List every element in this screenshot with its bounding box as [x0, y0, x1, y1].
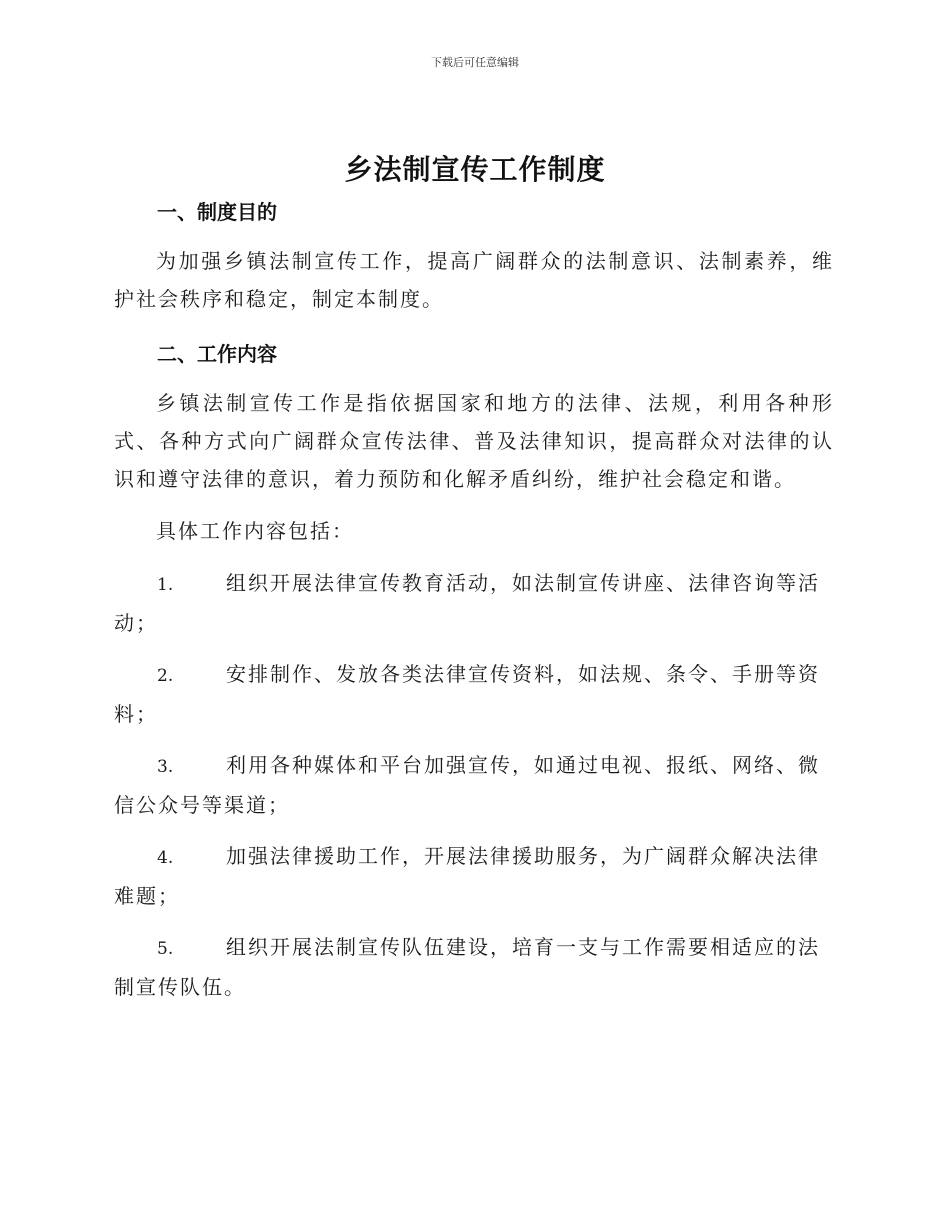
list-item — [114, 655, 834, 733]
list-item-number: 3. — [157, 757, 174, 777]
list-item — [114, 564, 834, 642]
header-note: 下载后可任意编辑 — [431, 56, 519, 69]
document-title: 乡法制宣传工作制度 — [344, 153, 606, 186]
list-item-number: 2. — [157, 666, 174, 686]
list-item-text: 利用各种媒体和平台加强宣传，如通过电视、报纸、网络、微信公众号等渠道； — [114, 753, 820, 817]
list-item — [114, 928, 834, 1006]
paragraph-purpose: 为加强乡镇法制宣传工作，提高广阔群众的法制意识、法制素养，维护社会秩序和稳定，制定本制度。 — [114, 249, 834, 311]
list-item-number: 5. — [157, 939, 174, 959]
list-item-text: 安排制作、发放各类法律宣传资料，如法规、条令、手册等资料； — [114, 662, 820, 726]
section-heading-purpose: 一、制度目的 — [157, 200, 277, 224]
list-item-text: 组织开展法制宣传队伍建设，培育一支与工作需要相适应的法制宣传队伍。 — [114, 935, 820, 999]
paragraph-content-intro: 乡镇法制宣传工作是指依据国家和地方的法律、法规，利用各种形式、各种方式向广阔群众宣传法律、普及法律知识，提高群众对法律的认识和遵守法律的意识，着力预防和化解矛盾纠纷，维护社会稳定和谐。 — [114, 391, 834, 491]
list-item-number: 4. — [157, 848, 174, 868]
list-item-text: 加强法律援助工作，开展法律援助服务，为广阔群众解决法律难题； — [114, 844, 820, 908]
section-heading-content: 二、工作内容 — [157, 342, 277, 366]
paragraph-content-list-lead: 具体工作内容包括： — [156, 519, 354, 543]
list-item-text: 组织开展法律宣传教育活动，如法制宣传讲座、法律咨询等活动； — [114, 571, 820, 635]
list-item — [114, 746, 834, 824]
list-item — [114, 837, 834, 915]
list-item-number: 1. — [157, 575, 174, 595]
